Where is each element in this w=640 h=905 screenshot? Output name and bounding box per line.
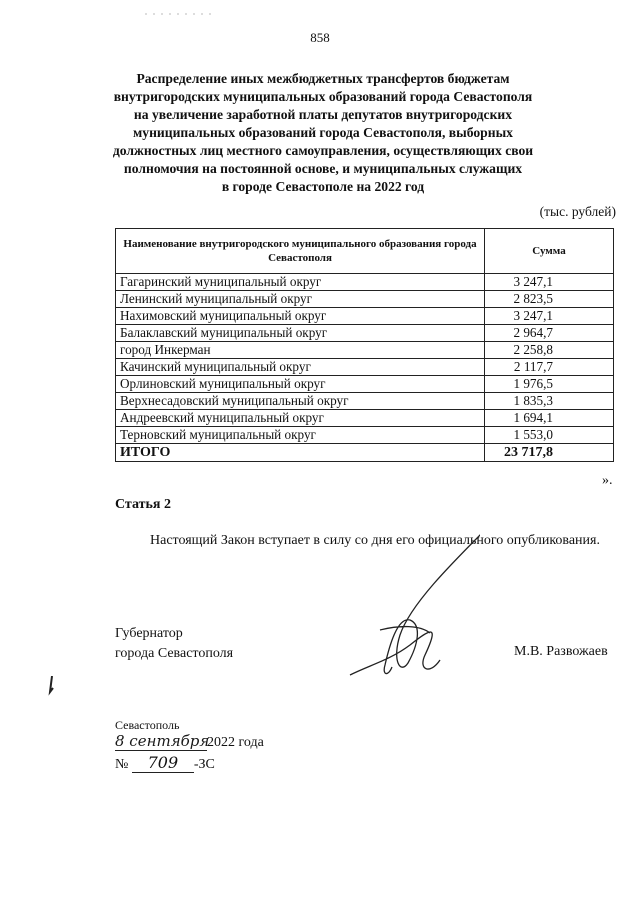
table-row (116, 291, 614, 308)
title-line: муниципальных образований города Севастополя, выборных (133, 125, 513, 140)
governor-signature (330, 525, 480, 700)
signing-place: Севастополь (115, 718, 180, 732)
title-line: должностных лиц местного самоуправления, осуществляющих свои (112, 143, 534, 158)
table-row (116, 427, 614, 444)
district-name: Терновский муниципальный округ (116, 427, 485, 444)
number-sign: № (115, 757, 129, 772)
law-number (115, 754, 215, 773)
units-label: (тыс. рублей) (539, 204, 616, 219)
district-sum: 3 247,1 (485, 274, 614, 291)
district-sum: 2 258,8 (485, 342, 614, 359)
article-body: Настоящий Закон вступает в силу со дня его официального опубликования. (150, 533, 600, 548)
table-row (116, 308, 614, 325)
governor-title (115, 624, 233, 664)
document-title (108, 70, 538, 196)
title-line: внутригородских муниципальных образований города Севастополя (113, 89, 533, 104)
margin-mark (46, 676, 56, 701)
district-name: Орлиновский муниципальный округ (116, 376, 485, 393)
governor-name: М.В. Развожаев (514, 644, 608, 659)
title-line: в городе Севастополе на 2022 год (221, 179, 425, 194)
table-row (116, 325, 614, 342)
page-number: 858 (310, 30, 330, 45)
column-header-name: Наименование внутригородского муниципального образования города Севастополя (116, 229, 485, 274)
district-name: Верхнесадовский муниципальный округ (116, 393, 485, 410)
table-row (116, 359, 614, 376)
governor-title-line: Губернатор (115, 626, 183, 641)
district-sum: 2 964,7 (485, 325, 614, 342)
district-name: Балаклавский муниципальный округ (116, 325, 485, 342)
closing-quote: ». (602, 473, 613, 488)
table-total-row (116, 444, 614, 462)
scan-artifact (145, 5, 225, 23)
district-name: Ленинский муниципальный округ (116, 291, 485, 308)
column-header-sum: Сумма (485, 229, 614, 274)
district-sum: 2 117,7 (485, 359, 614, 376)
table-row (116, 410, 614, 427)
title-line: на увеличение заработной платы депутатов внутригородских (133, 107, 513, 122)
district-sum: 1 553,0 (485, 427, 614, 444)
district-name: Гагаринский муниципальный округ (116, 274, 485, 291)
title-line: Распределение иных межбюджетных трансфертов бюджетам (136, 71, 510, 86)
governor-title-line: города Севастополя (115, 646, 234, 661)
date-suffix: 2022 года (207, 735, 264, 750)
article-heading: Статья 2 (115, 497, 171, 512)
table-body (116, 274, 614, 462)
table-row (116, 393, 614, 410)
district-sum: 2 823,5 (485, 291, 614, 308)
allocation-table (115, 228, 614, 462)
title-line: полномочия на постоянной основе, и муниципальных служащих (123, 161, 523, 176)
district-sum: 3 247,1 (485, 308, 614, 325)
district-name: Андреевский муниципальный округ (116, 410, 485, 427)
number-suffix: -ЗС (193, 757, 215, 772)
table-row (116, 274, 614, 291)
table-header-row (116, 229, 614, 274)
district-name: Качинский муниципальный округ (116, 359, 485, 376)
district-sum: 1 835,3 (485, 393, 614, 410)
signing-date (115, 732, 264, 751)
district-sum: 1 694,1 (485, 410, 614, 427)
district-name: город Инкерман (116, 342, 485, 359)
handwritten-date: 8 сентября (115, 732, 210, 750)
handwritten-law-number: 709 (132, 754, 194, 773)
district-sum: 1 976,5 (485, 376, 614, 393)
table-row (116, 342, 614, 359)
table-row (116, 376, 614, 393)
total-sum: 23 717,8 (485, 444, 614, 462)
district-name: Нахимовский муниципальный округ (116, 308, 485, 325)
total-label: ИТОГО (116, 444, 485, 462)
